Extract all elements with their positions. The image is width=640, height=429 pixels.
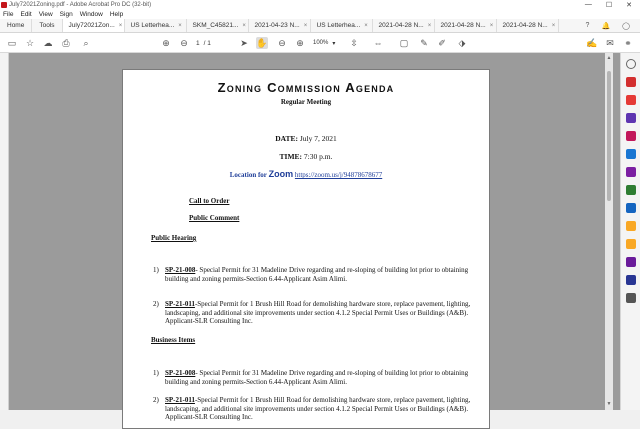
zoom-level: 100% — [313, 40, 329, 46]
tab-doc-label: July72021Zon... — [68, 22, 115, 29]
list-item — [153, 300, 473, 326]
meeting-time — [123, 152, 489, 161]
time-label: TIME: — [279, 152, 303, 161]
tab-bar-actions — [586, 19, 640, 32]
tab-home[interactable] — [0, 19, 32, 32]
tab-tools[interactable] — [32, 19, 62, 32]
window-controls — [585, 1, 640, 9]
scroll-down-icon[interactable]: ▼ — [606, 401, 612, 407]
menu-window[interactable]: Window — [79, 10, 103, 18]
tab-tools-label: Tools — [39, 22, 55, 29]
page-total: / 1 — [203, 39, 211, 47]
menu-sign[interactable]: Sign — [59, 10, 73, 18]
item-text — [165, 266, 473, 283]
previous-page-icon[interactable]: ⊕ — [162, 37, 170, 48]
item-text — [165, 396, 473, 422]
permit-code: SP-21-011 — [165, 396, 195, 404]
bookmark-star-icon[interactable]: ☆ — [25, 37, 35, 48]
redact-icon[interactable] — [626, 275, 636, 285]
minimize-button[interactable]: — — [584, 0, 592, 8]
cloud-upload-icon[interactable]: ☁ — [43, 37, 53, 48]
permit-code: SP-21-008 — [165, 266, 196, 274]
agenda-title: Zoning Commission Agenda — [217, 80, 395, 95]
tab-doc-7[interactable] — [435, 19, 497, 32]
hand-tool-icon[interactable]: ✋ — [256, 37, 268, 48]
zoom-meeting-link[interactable]: https://zoom.us/j/94878678677 — [294, 171, 383, 179]
vertical-scrollbar[interactable] — [605, 53, 613, 410]
tab-doc-label: US Letterhea... — [130, 22, 175, 29]
time-value: 7:30 p.m. — [303, 152, 333, 161]
close-icon[interactable]: × — [364, 22, 368, 29]
left-panel-toggle[interactable] — [0, 53, 9, 410]
tab-doc-3[interactable] — [187, 19, 249, 32]
maximize-button[interactable]: ☐ — [605, 1, 613, 9]
meeting-location — [123, 169, 489, 179]
tab-doc-label: 2021-04-28 N... — [440, 22, 486, 29]
item-number: 1) — [153, 369, 159, 377]
search-tools-icon[interactable] — [626, 59, 636, 69]
tab-doc-2[interactable] — [125, 19, 187, 32]
more-tools-icon[interactable] — [626, 293, 636, 303]
tools-rail — [620, 53, 640, 410]
public-hearing-heading: Public Hearing — [151, 234, 197, 242]
public-comment-heading: Public Comment — [189, 214, 240, 222]
select-cursor-icon[interactable]: ➤ — [240, 37, 248, 48]
menu-edit[interactable]: Edit — [20, 10, 32, 18]
zoom-out-icon[interactable]: ⊖ — [278, 37, 286, 48]
comment-tool-icon[interactable] — [626, 221, 636, 231]
highlight-pen-icon[interactable]: ✎ — [420, 37, 428, 48]
item-description: -Special Permit for 1 Brush Hill Road for demolishing hardware store, replace pavement, lighting, landscaping, and additional site improvements under section 4.1.2 Special Permit Uses or Buildings (A&B). Applicant-SLR Consulting Inc. — [165, 396, 471, 421]
tab-doc-label: 2021-04-28 N... — [502, 22, 548, 29]
item-description: - Special Permit for 31 Madeline Drive regarding and re-sloping of building lot prior to obtaining building and zoning permits-Section 6.44-Applicant Asim Alimi. — [165, 266, 469, 283]
title-bar — [0, 0, 640, 9]
pdf-page — [122, 69, 490, 429]
organize-pages-icon[interactable] — [626, 149, 636, 159]
item-number: 1) — [153, 266, 159, 274]
help-icon[interactable]: ? — [585, 22, 590, 29]
combine-files-icon[interactable] — [626, 131, 636, 141]
scroll-mode-icon[interactable]: ⇔ — [373, 38, 383, 48]
tab-doc-label: US Letterhea... — [316, 22, 361, 29]
save-icon[interactable]: ▭ — [7, 37, 17, 48]
print-icon[interactable]: ⎙ — [62, 37, 70, 48]
draw-icon[interactable]: ✐ — [438, 37, 446, 48]
menu-bar — [0, 9, 640, 19]
location-label: Location for — [229, 171, 267, 179]
zoom-in-icon[interactable]: ⊕ — [296, 37, 304, 48]
item-description: - Special Permit for 31 Madeline Drive regarding and re-sloping of building lot prior to obtaining building and zoning permits-Section 6.44-Applicant Asim Alimi. — [165, 369, 469, 386]
create-pdf-icon[interactable] — [626, 95, 636, 105]
tab-home-label: Home — [7, 22, 25, 29]
sign-icon[interactable]: ✍ — [586, 37, 598, 48]
close-icon[interactable]: × — [489, 22, 494, 29]
permit-code: SP-21-008 — [165, 369, 196, 377]
scan-ocr-icon[interactable] — [626, 203, 636, 213]
scrollbar-thumb[interactable] — [607, 71, 611, 201]
send-for-signature-icon[interactable] — [626, 185, 636, 195]
meeting-type: Regular Meeting — [280, 98, 332, 106]
menu-view[interactable]: View — [38, 10, 53, 18]
next-page-icon[interactable]: ⊖ — [180, 37, 188, 48]
user-icon[interactable]: ◯ — [622, 22, 630, 30]
item-number: 2) — [153, 300, 159, 308]
item-text — [165, 300, 473, 326]
document-viewport[interactable] — [0, 53, 620, 421]
list-item — [153, 266, 473, 283]
protect-icon[interactable] — [626, 257, 636, 267]
tab-doc-label: 2021-04-28 N... — [378, 22, 424, 29]
window-title: July72021Zoning.pdf - Adobe Acrobat Pro DC (32-bit) — [9, 1, 152, 8]
meeting-date — [123, 134, 489, 143]
tab-doc-5[interactable] — [311, 19, 373, 32]
close-icon[interactable]: × — [303, 22, 308, 29]
chevron-down-icon: ▾ — [332, 40, 336, 47]
item-number: 2) — [153, 396, 159, 404]
main-toolbar — [0, 33, 640, 53]
stamp-icon[interactable]: ⬗ — [458, 37, 466, 48]
export-pdf-icon[interactable] — [626, 77, 636, 87]
page-number-input[interactable]: 1 — [196, 39, 200, 47]
zoom-dropdown[interactable] — [313, 38, 341, 48]
tab-doc-8[interactable] — [497, 19, 559, 32]
tab-doc-label: SKM_C45821... — [192, 22, 239, 29]
tab-doc-4[interactable] — [249, 19, 311, 32]
tab-doc-label: 2021-04-23 N... — [254, 22, 300, 29]
tab-doc-6[interactable] — [373, 19, 435, 32]
fit-page-icon[interactable]: ⇳ — [350, 37, 358, 48]
email-icon[interactable]: ✉ — [606, 37, 614, 48]
enhance-scans-icon[interactable] — [626, 239, 636, 249]
scroll-up-icon[interactable]: ▲ — [606, 55, 612, 61]
list-item — [153, 396, 473, 422]
edit-pdf-icon[interactable] — [626, 113, 636, 123]
comment-icon[interactable]: ▢ — [399, 37, 409, 48]
list-item — [153, 369, 473, 386]
permit-code: SP-21-011 — [165, 300, 195, 308]
close-icon[interactable]: × — [427, 22, 432, 29]
close-icon[interactable]: × — [178, 22, 182, 29]
close-icon[interactable]: × — [242, 22, 246, 29]
menu-file[interactable]: File — [3, 10, 14, 18]
menu-help[interactable]: Help — [109, 10, 124, 18]
page-navigator — [196, 38, 226, 48]
share-link-icon[interactable]: ⚭ — [624, 37, 632, 48]
business-items-heading: Business Items — [151, 336, 196, 344]
date-value: July 7, 2021 — [299, 134, 337, 143]
tab-bar — [0, 19, 640, 33]
date-label: DATE: — [275, 134, 298, 143]
tab-doc-1[interactable] — [63, 19, 125, 32]
item-description: -Special Permit for 1 Brush Hill Road for demolishing hardware store, replace pavement, lighting, landscaping, and additional site improvements under section 4.1.2 Special Permit Uses or Buildings (A&B). Applicant-SLR Consulting Inc. — [165, 300, 471, 325]
find-icon[interactable]: ⌕ — [83, 37, 89, 48]
acrobat-logo-icon — [1, 2, 7, 8]
close-icon[interactable]: × — [118, 22, 123, 29]
close-window-button[interactable]: ✕ — [626, 1, 632, 9]
zoom-wordmark: Zoom — [268, 169, 294, 179]
notifications-icon[interactable]: 🔔 — [601, 22, 611, 30]
close-icon[interactable]: × — [551, 22, 556, 29]
fill-sign-icon[interactable] — [626, 167, 636, 177]
item-text — [165, 369, 473, 386]
call-to-order-heading: Call to Order — [189, 197, 230, 205]
